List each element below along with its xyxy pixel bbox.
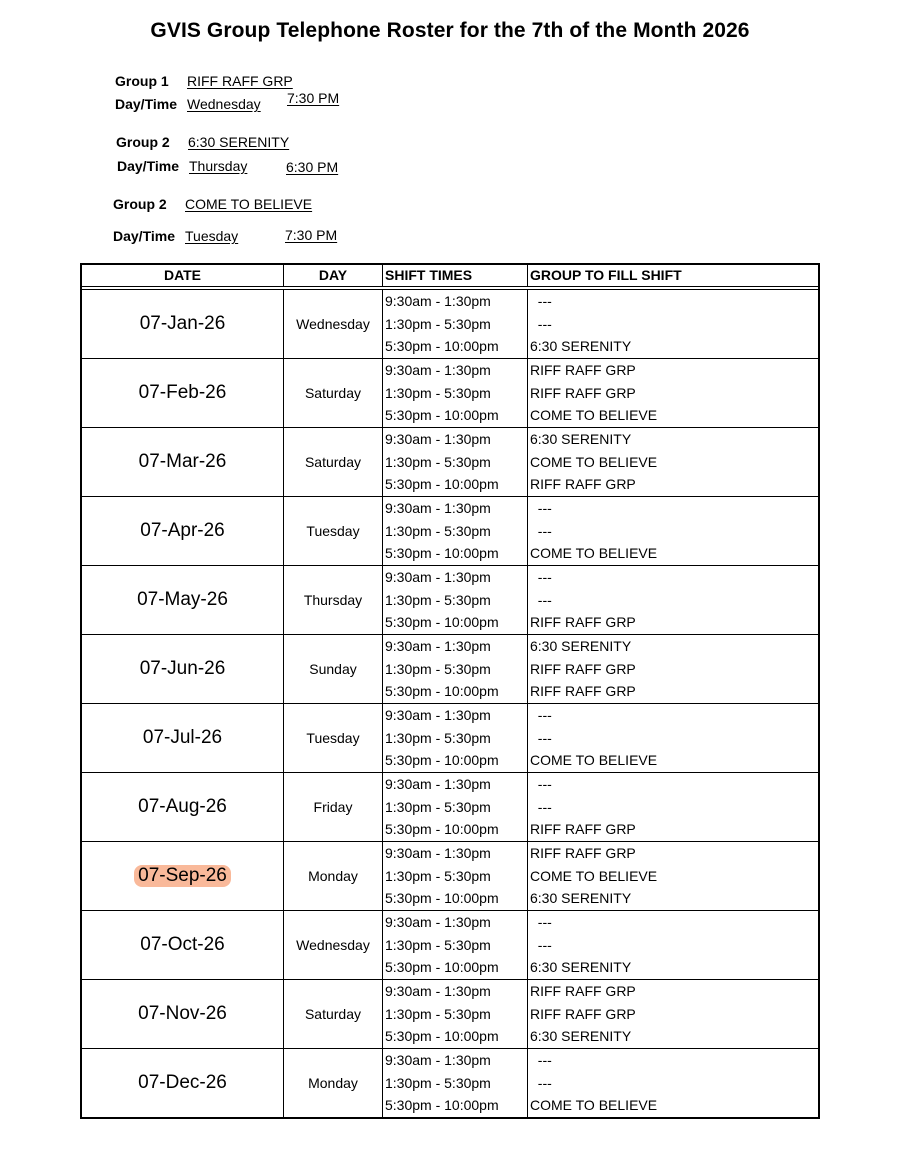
group-2-label: Group 2 xyxy=(116,134,170,150)
shift-group: RIFF RAFF GRP xyxy=(530,683,636,700)
shift-time: 1:30pm - 5:30pm xyxy=(385,867,491,884)
shift-times-cell xyxy=(383,428,528,496)
shift-time: 1:30pm - 5:30pm xyxy=(385,591,491,608)
date-value: 07-Jan-26 xyxy=(139,313,226,334)
shift-time: 1:30pm - 5:30pm xyxy=(385,1074,491,1091)
shift-times-cell xyxy=(383,566,528,634)
shift-group: --- xyxy=(530,914,552,930)
date-value-highlighted: 07-Sep-26 xyxy=(134,865,231,887)
group-3-daytime-label: Day/Time xyxy=(113,228,175,244)
shift-time: 5:30pm - 10:00pm xyxy=(385,407,499,424)
shift-time: 9:30am - 1:30pm xyxy=(385,914,491,930)
day-cell: Saturday xyxy=(284,980,383,1048)
group-2-time: 6:30 PM xyxy=(286,159,339,175)
shift-group: 6:30 SERENITY xyxy=(530,890,632,907)
shift-group: --- xyxy=(530,293,552,309)
group-1-daytime-label: Day/Time xyxy=(115,96,177,112)
shift-group: --- xyxy=(530,522,552,539)
shift-group: RIFF RAFF GRP xyxy=(530,983,636,999)
table-row xyxy=(82,635,818,704)
shift-time: 9:30am - 1:30pm xyxy=(385,707,491,723)
date-value: 07-Jun-26 xyxy=(139,658,226,679)
header-group-to-fill: GROUP TO FILL SHIFT xyxy=(530,267,682,283)
shift-group: RIFF RAFF GRP xyxy=(530,845,636,861)
table-header xyxy=(82,265,818,287)
group-3-time: 7:30 PM xyxy=(285,227,338,243)
shift-times-cell xyxy=(383,635,528,703)
shift-times-cell xyxy=(383,1049,528,1117)
shift-time: 9:30am - 1:30pm xyxy=(385,569,491,585)
shift-group: COME TO BELIEVE xyxy=(530,752,658,769)
shift-group: RIFF RAFF GRP xyxy=(530,614,636,631)
shift-group: COME TO BELIEVE xyxy=(530,407,658,424)
group-3-day: Tuesday xyxy=(185,228,239,244)
group-cell xyxy=(528,773,818,841)
shift-time: 5:30pm - 10:00pm xyxy=(385,752,499,769)
table-row xyxy=(82,359,818,428)
shift-group: --- xyxy=(530,1052,552,1068)
shift-time: 9:30am - 1:30pm xyxy=(385,500,491,516)
roster-table xyxy=(80,263,820,1119)
shift-times-cell xyxy=(383,980,528,1048)
shift-group: COME TO BELIEVE xyxy=(530,453,658,470)
day-cell: Wednesday xyxy=(284,290,383,358)
day-cell: Sunday xyxy=(284,635,383,703)
table-row xyxy=(82,566,818,635)
shift-time: 5:30pm - 10:00pm xyxy=(385,614,499,631)
shift-group: 6:30 SERENITY xyxy=(530,638,632,654)
table-row xyxy=(82,290,818,359)
shift-group: --- xyxy=(530,729,552,746)
date-cell xyxy=(82,842,284,910)
group-2-daytime-label: Day/Time xyxy=(117,158,179,174)
date-cell xyxy=(82,290,284,358)
shift-time: 1:30pm - 5:30pm xyxy=(385,729,491,746)
shift-time: 9:30am - 1:30pm xyxy=(385,431,491,447)
group-cell xyxy=(528,428,818,496)
shift-group: --- xyxy=(530,707,552,723)
shift-group: RIFF RAFF GRP xyxy=(530,821,636,838)
day-cell: Monday xyxy=(284,842,383,910)
table-row xyxy=(82,1049,818,1117)
shift-group: RIFF RAFF GRP xyxy=(530,660,636,677)
table-row xyxy=(82,497,818,566)
header-day: DAY xyxy=(284,265,383,286)
shift-group: --- xyxy=(530,315,552,332)
date-cell xyxy=(82,428,284,496)
group-cell xyxy=(528,980,818,1048)
shift-time: 5:30pm - 10:00pm xyxy=(385,890,499,907)
shift-time: 9:30am - 1:30pm xyxy=(385,776,491,792)
day-cell: Saturday xyxy=(284,359,383,427)
date-value: 07-May-26 xyxy=(137,589,228,610)
group-3-name: COME TO BELIEVE xyxy=(185,196,313,212)
day-cell: Tuesday xyxy=(284,704,383,772)
shift-group: 6:30 SERENITY xyxy=(530,338,632,355)
date-value: 07-Mar-26 xyxy=(138,451,227,472)
group-cell xyxy=(528,635,818,703)
day-cell: Tuesday xyxy=(284,497,383,565)
shift-times-cell xyxy=(383,911,528,979)
shift-time: 9:30am - 1:30pm xyxy=(385,638,491,654)
header-date: DATE xyxy=(82,265,284,286)
shift-group: 6:30 SERENITY xyxy=(530,431,632,447)
day-cell: Friday xyxy=(284,773,383,841)
shift-time: 5:30pm - 10:00pm xyxy=(385,1097,499,1114)
shift-times-cell xyxy=(383,704,528,772)
shift-times-cell xyxy=(383,497,528,565)
group-cell xyxy=(528,704,818,772)
shift-time: 1:30pm - 5:30pm xyxy=(385,936,491,953)
table-row xyxy=(82,842,818,911)
date-cell xyxy=(82,1049,284,1117)
shift-group: --- xyxy=(530,591,552,608)
day-cell: Saturday xyxy=(284,428,383,496)
date-value: 07-Aug-26 xyxy=(138,796,227,817)
shift-time: 1:30pm - 5:30pm xyxy=(385,660,491,677)
shift-time: 9:30am - 1:30pm xyxy=(385,362,491,378)
shift-time: 1:30pm - 5:30pm xyxy=(385,798,491,815)
shift-group: RIFF RAFF GRP xyxy=(530,476,636,493)
shift-time: 5:30pm - 10:00pm xyxy=(385,545,499,562)
group-cell xyxy=(528,842,818,910)
group-1-time: 7:30 PM xyxy=(287,90,340,106)
page-title: GVIS Group Telephone Roster for the 7th of the Month 2026 xyxy=(150,19,750,42)
group-1-label: Group 1 xyxy=(115,73,169,89)
shift-times-cell xyxy=(383,290,528,358)
shift-group: COME TO BELIEVE xyxy=(530,1097,658,1114)
shift-group: --- xyxy=(530,569,552,585)
shift-times-cell xyxy=(383,359,528,427)
shift-group: --- xyxy=(530,500,552,516)
table-row xyxy=(82,428,818,497)
shift-group: RIFF RAFF GRP xyxy=(530,384,636,401)
date-cell xyxy=(82,566,284,634)
date-value: 07-Jul-26 xyxy=(142,727,223,748)
group-cell xyxy=(528,497,818,565)
group-cell xyxy=(528,290,818,358)
shift-time: 9:30am - 1:30pm xyxy=(385,845,491,861)
day-cell: Monday xyxy=(284,1049,383,1117)
group-cell xyxy=(528,911,818,979)
date-cell xyxy=(82,704,284,772)
shift-group: --- xyxy=(530,936,552,953)
shift-time: 5:30pm - 10:00pm xyxy=(385,476,499,493)
shift-group: 6:30 SERENITY xyxy=(530,959,632,976)
shift-group: COME TO BELIEVE xyxy=(530,867,658,884)
header-shift-times: SHIFT TIMES xyxy=(383,265,528,286)
shift-group: --- xyxy=(530,798,552,815)
date-cell xyxy=(82,773,284,841)
shift-group: --- xyxy=(530,776,552,792)
shift-group: COME TO BELIEVE xyxy=(530,545,658,562)
shift-time: 5:30pm - 10:00pm xyxy=(385,821,499,838)
shift-group: --- xyxy=(530,1074,552,1091)
date-value: 07-Dec-26 xyxy=(138,1072,227,1093)
group-2-name: 6:30 SERENITY xyxy=(188,134,290,150)
group-1-day: Wednesday xyxy=(187,96,261,112)
date-value: 07-Nov-26 xyxy=(138,1003,227,1024)
date-cell xyxy=(82,980,284,1048)
shift-time: 5:30pm - 10:00pm xyxy=(385,683,499,700)
table-row xyxy=(82,704,818,773)
group-cell xyxy=(528,566,818,634)
date-value: 07-Feb-26 xyxy=(138,382,227,403)
shift-times-cell xyxy=(383,842,528,910)
group-cell xyxy=(528,359,818,427)
shift-time: 1:30pm - 5:30pm xyxy=(385,315,491,332)
shift-time: 1:30pm - 5:30pm xyxy=(385,384,491,401)
group-cell xyxy=(528,1049,818,1117)
shift-time: 5:30pm - 10:00pm xyxy=(385,338,499,355)
day-cell: Wednesday xyxy=(284,911,383,979)
group-3-label: Group 2 xyxy=(113,196,167,212)
date-value: 07-Oct-26 xyxy=(140,934,225,955)
date-cell xyxy=(82,359,284,427)
shift-time: 9:30am - 1:30pm xyxy=(385,293,491,309)
group-1-name: RIFF RAFF GRP xyxy=(187,73,293,89)
shift-group: RIFF RAFF GRP xyxy=(530,1005,636,1022)
shift-time: 9:30am - 1:30pm xyxy=(385,983,491,999)
table-row xyxy=(82,773,818,842)
shift-time: 5:30pm - 10:00pm xyxy=(385,1028,499,1045)
shift-time: 1:30pm - 5:30pm xyxy=(385,1005,491,1022)
table-row xyxy=(82,980,818,1049)
date-cell xyxy=(82,635,284,703)
shift-time: 1:30pm - 5:30pm xyxy=(385,453,491,470)
shift-times-cell xyxy=(383,773,528,841)
table-row xyxy=(82,911,818,980)
shift-group: RIFF RAFF GRP xyxy=(530,362,636,378)
shift-time: 5:30pm - 10:00pm xyxy=(385,959,499,976)
day-cell: Thursday xyxy=(284,566,383,634)
group-2-day: Thursday xyxy=(189,158,248,174)
shift-time: 1:30pm - 5:30pm xyxy=(385,522,491,539)
shift-group: 6:30 SERENITY xyxy=(530,1028,632,1045)
date-cell xyxy=(82,911,284,979)
date-value: 07-Apr-26 xyxy=(140,520,225,541)
shift-time: 9:30am - 1:30pm xyxy=(385,1052,491,1068)
date-cell xyxy=(82,497,284,565)
